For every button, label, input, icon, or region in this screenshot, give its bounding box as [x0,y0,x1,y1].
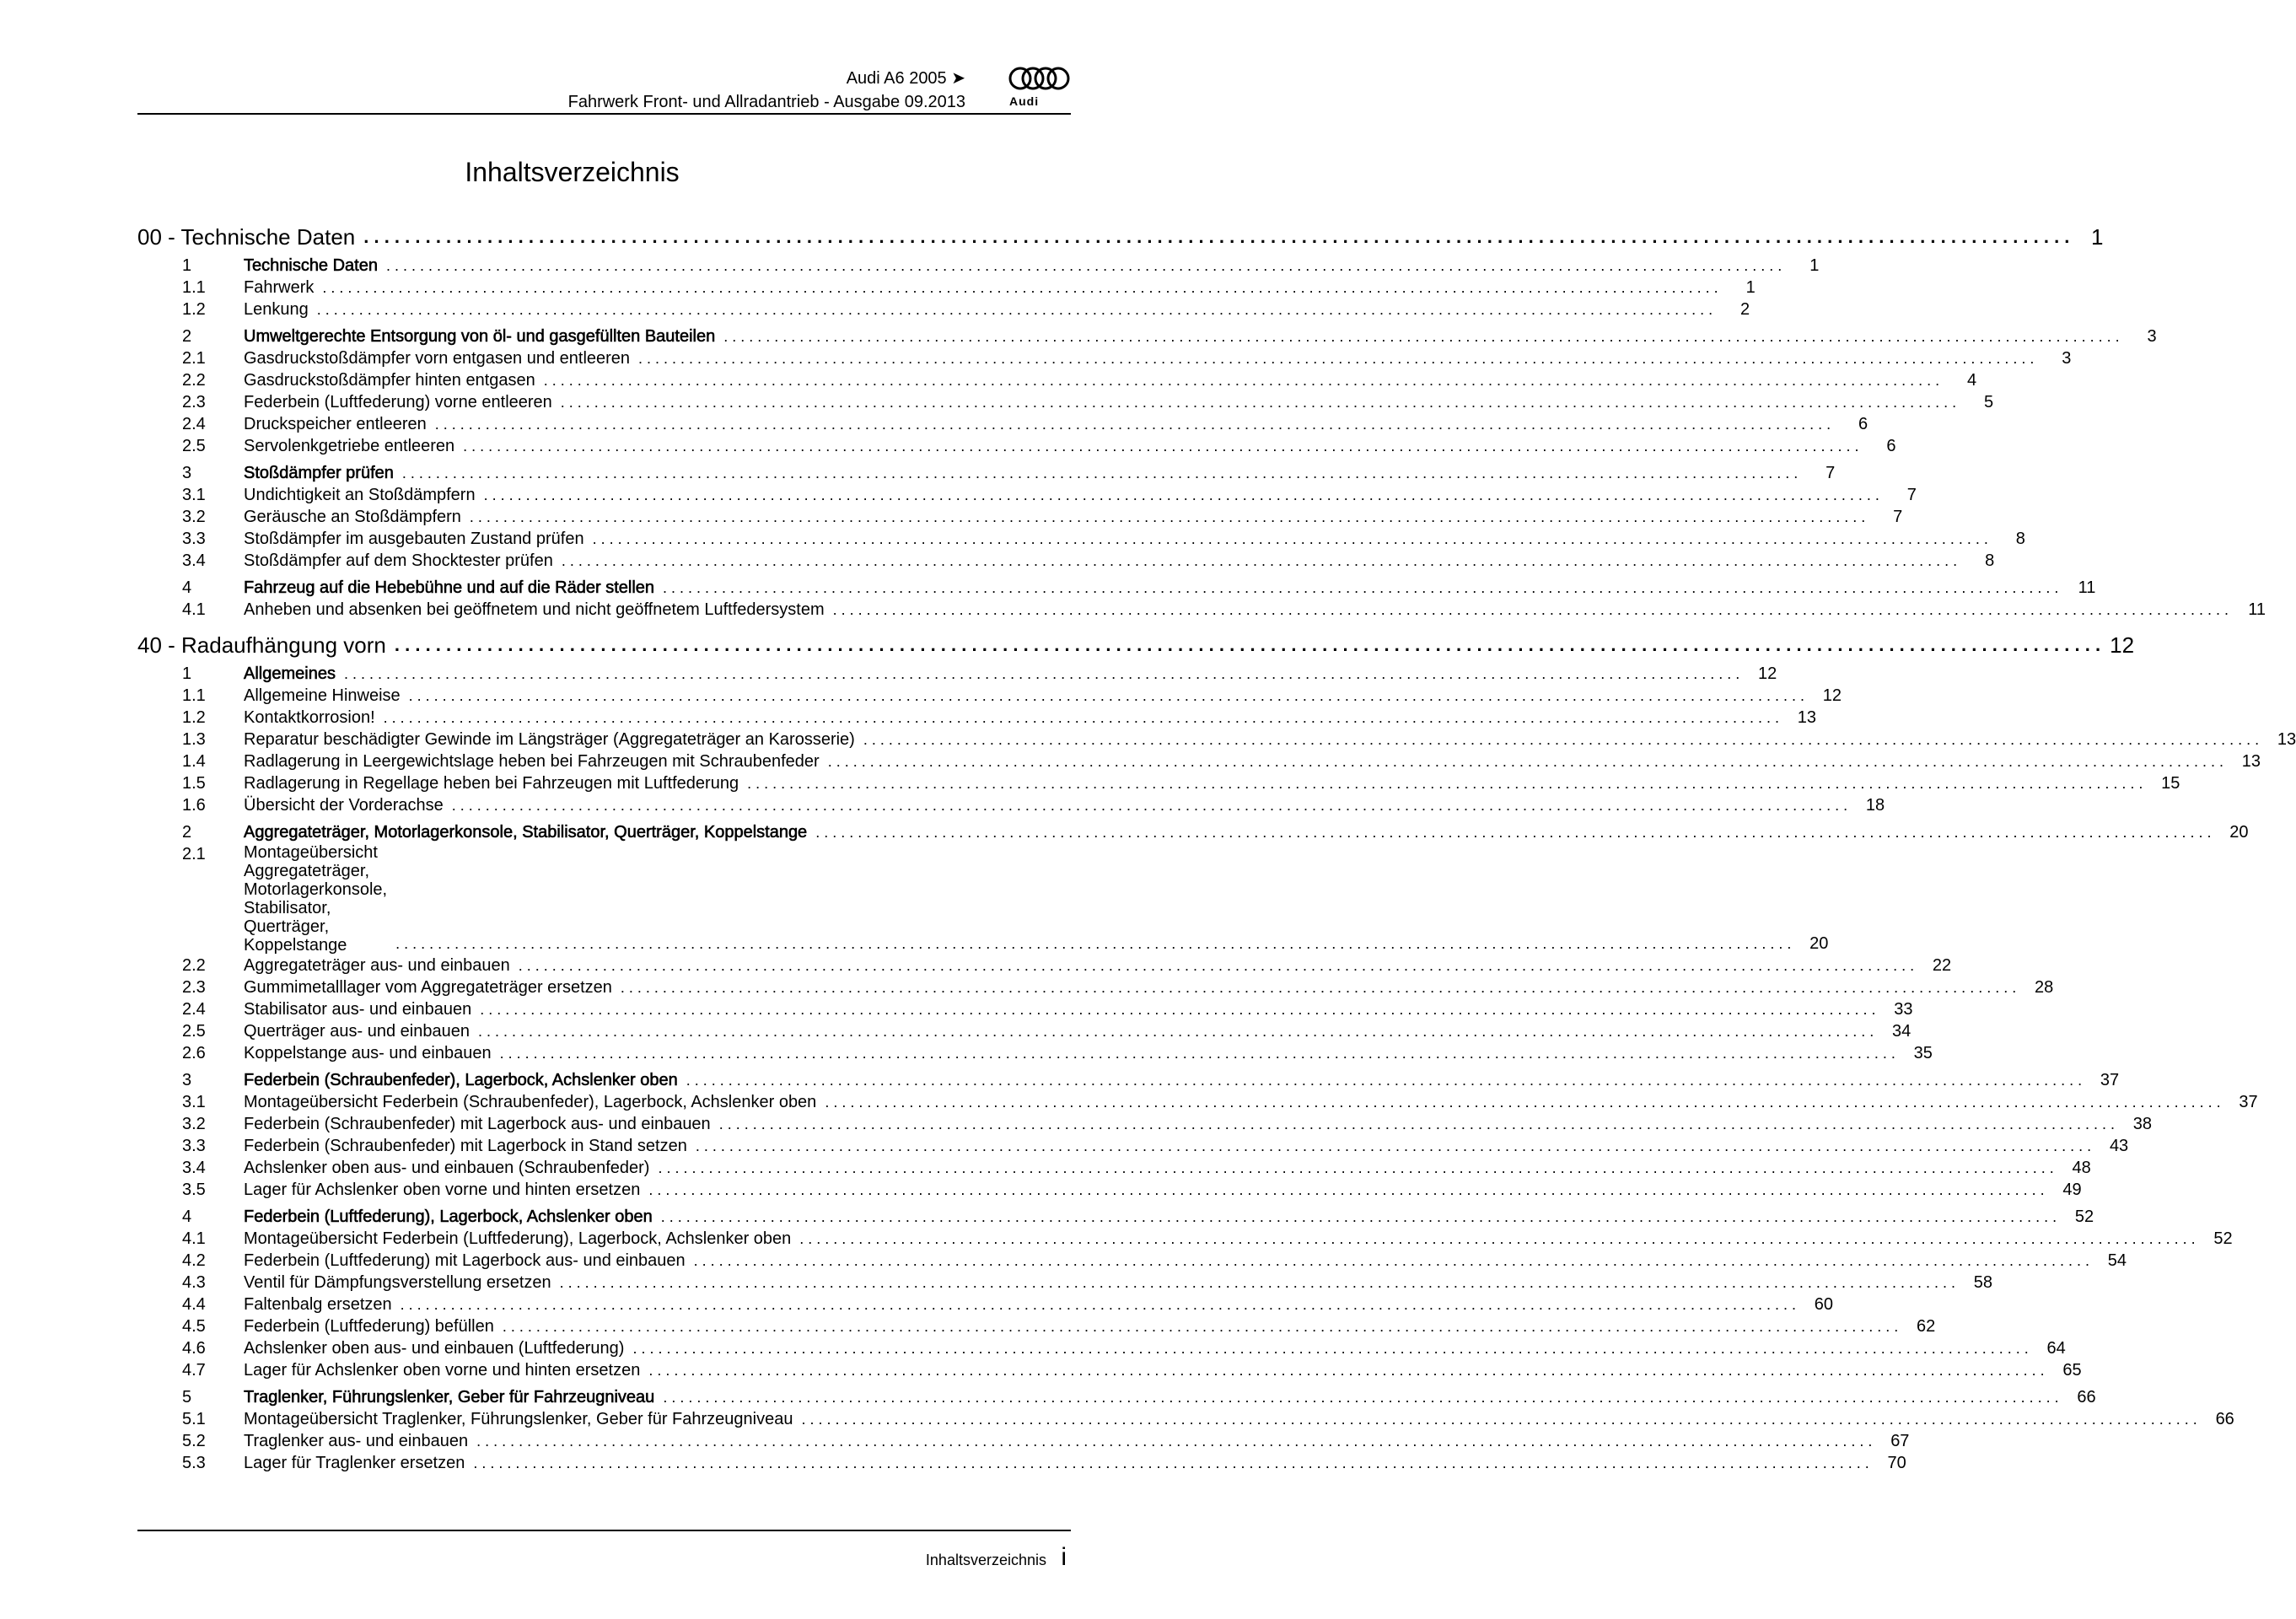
leader-dots [500,1042,1895,1064]
toc-entry-num: 3.2 [182,508,206,526]
leader-dots [648,1179,2044,1201]
toc-entry-title: 40 - Radaufhängung vorn [137,632,386,658]
toc-entry[interactable] [182,391,1994,413]
toc-entry[interactable] [182,1042,1933,1064]
toc-entry-num: 1.2 [182,708,206,727]
toc-entry-page: 15 [2161,774,2180,793]
leader-dots [322,277,1718,299]
toc-entry-title: Servolenkgetriebe entleeren [244,437,455,455]
toc-entry[interactable] [182,255,1820,277]
leader-dots [402,462,1798,484]
toc-entry-title: Gasdruckstoßdämpfer hinten entgasen [244,371,535,390]
toc-entry-page: 35 [1913,1044,1933,1062]
toc-entry-page: 1 [1745,278,1756,297]
toc-entry-page: 7 [1826,464,1836,482]
leader-dots [386,255,1782,277]
toc-entry[interactable] [182,528,2025,550]
toc-entry-title: Umweltgerechte Entsorgung von öl- und gasgefüllten Bauteilen [244,327,716,346]
toc-entry-num: 5.1 [182,1410,206,1428]
toc-entry[interactable] [182,1359,2082,1381]
toc-entry-title: Federbein (Luftfederung), Lagerbock, Achslenker oben [244,1208,653,1226]
toc-entry-num: 2.3 [182,978,206,997]
toc-entry-num: 4.3 [182,1273,206,1292]
toc-entry-page: 7 [1906,486,1917,504]
toc-entry[interactable] [182,955,1952,976]
leader-dots [799,1228,2195,1250]
toc-entry[interactable] [182,1113,2153,1135]
table-of-contents [137,223,2296,1474]
leader-dots [696,1135,2091,1157]
toc-entry-title: Ventil für Dämpfungsverstellung ersetzen [244,1273,551,1292]
toc-entry[interactable] [182,369,1977,391]
leader-dots [470,506,1865,528]
leader-dots [476,1430,1872,1452]
toc-entry-page: 2 [1739,300,1750,319]
toc-entry-num: 1.1 [182,686,206,705]
toc-entry-title: Kontaktkorrosion! [244,708,375,727]
leader-dots [544,369,1939,391]
header-model: Audi A6 2005 ➤ [846,69,965,88]
toc-entry-num: 3 [182,1071,192,1089]
leader-dots [478,1020,1874,1042]
toc-entry-page: 3 [2062,349,2072,368]
leader-dots [560,1272,1955,1294]
toc-entry-title: Faltenbalg ersetzen [244,1295,392,1314]
toc-entry[interactable] [182,1386,2096,1408]
toc-entry[interactable] [182,1179,2082,1201]
leader-dots [519,955,1914,976]
audi-logo-text: Audi [1009,94,1040,108]
toc-entry-page: 18 [1865,796,1885,815]
leader-dots [747,772,2143,794]
toc-entry-title: 00 - Technische Daten [137,224,356,250]
leader-dots [395,631,2100,659]
toc-entry-title: Federbein (Schraubenfeder) mit Lagerbock aus- und einbauen [244,1115,711,1133]
leader-dots [363,223,2069,251]
toc-entry-title: Achslenker oben aus- und einbauen (Schraubenfeder) [244,1159,650,1177]
toc-entry[interactable] [182,1272,1992,1294]
toc-entry[interactable] [182,1250,2127,1272]
toc-entry-title: Federbein (Luftfederung) mit Lagerbock aus- und einbauen [244,1251,686,1270]
toc-entry-title: Anheben und absenken bei geöffnetem und nicht geöffnetem Luftfedersystem [244,600,825,619]
leader-dots [344,663,1739,685]
toc-entry-title: Aggregateträger, Motorlagerkonsole, Stabilisator, Querträger, Koppelstange [244,823,808,842]
toc-entry-num: 2 [182,327,192,346]
toc-entry[interactable] [182,299,1750,320]
toc-entry-page: 66 [2077,1388,2096,1407]
leader-dots [562,550,1957,572]
toc-entry[interactable] [182,998,1913,1020]
toc-entry-num: 1.3 [182,730,206,749]
toc-entry-num: 5.2 [182,1432,206,1450]
toc-entry[interactable] [182,1452,1906,1474]
toc-entry[interactable] [182,707,1816,729]
toc-entry-num: 1.1 [182,278,206,297]
toc-entry-title: Technische Daten [244,256,378,275]
toc-entry[interactable] [182,1294,1833,1315]
toc-entry-title: Lenkung [244,300,309,319]
toc-entry-title: Reparatur beschädigter Gewinde im Längsträger (Aggregateträger an Karosserie) [244,730,855,749]
toc-entry-num: 3.2 [182,1115,206,1133]
leader-dots [480,998,1875,1020]
toc-entry-num: 2.3 [182,393,206,411]
toc-entry-page: 7 [1893,508,1903,526]
toc-entry[interactable] [182,1430,1910,1452]
toc-entry-title: Radlagerung in Regellage heben bei Fahrzeugen mit Luftfederung [244,774,739,793]
toc-entry-page: 22 [1932,956,1952,975]
toc-entry[interactable] [182,729,2296,750]
toc-entry-page: 12 [1822,686,1842,705]
footer-page-number: i [1061,1543,1067,1571]
toc-entry[interactable] [182,484,1917,506]
toc-entry-page: 49 [2062,1181,2082,1199]
leader-dots [663,577,2058,599]
toc-entry-title: Federbein (Schraubenfeder) mit Lagerbock in Stand setzen [244,1137,687,1155]
toc-entry-title: Federbein (Luftfederung) befüllen [244,1317,494,1336]
toc-entry[interactable] [182,821,2249,843]
toc-entry-title: Traglenker aus- und einbauen [244,1432,469,1450]
toc-entry-page: 11 [2248,600,2266,619]
toc-entry[interactable] [182,413,1869,435]
toc-entry[interactable] [182,772,2180,794]
toc-entry-page: 13 [2277,730,2296,749]
toc-entry[interactable] [182,1408,2234,1430]
toc-entry[interactable] [182,435,1896,457]
toc-entry-title: Montageübersicht Federbein (Schraubenfeder), Lagerbock, Achslenker oben [244,1093,817,1111]
toc-entry-page: 52 [2074,1208,2094,1226]
toc-entry[interactable] [182,325,2157,347]
toc-entry-page: 11 [2078,578,2096,597]
toc-entry-page: 58 [1973,1273,1992,1292]
toc-entry-page: 3 [2147,327,2157,346]
toc-entry-title: Traglenker, Führungslenker, Geber für Fahrzeugniveau [244,1388,655,1407]
toc-entry-num: 2 [182,823,192,842]
toc-entry-page: 8 [2015,530,2025,548]
toc-entry-page: 38 [2132,1115,2153,1133]
leader-dots [815,821,2211,843]
toc-entry-title: Stabilisator aus- und einbauen [244,1000,472,1019]
toc-entry-page: 65 [2062,1361,2082,1380]
leader-dots [401,1294,1796,1315]
toc-entry[interactable] [182,1157,2091,1179]
toc-entry-num: 5.3 [182,1454,206,1472]
toc-entry-num: 4.1 [182,600,206,619]
toc-entry-page: 1 [2090,224,2104,250]
toc-entry-num: 1 [182,664,192,683]
toc-entry-title: Federbein (Luftfederung) vorne entleeren [244,393,552,411]
toc-entry-page: 20 [1809,934,1829,953]
leader-dots [384,707,1779,729]
toc-entry-page: 66 [2215,1410,2234,1428]
leader-dots [723,325,2119,347]
toc-entry-num: 1.4 [182,752,206,771]
toc-entry-title: Undichtigkeit an Stoßdämpfern [244,486,476,504]
toc-entry-page: 37 [2100,1071,2120,1089]
leader-dots [719,1113,2115,1135]
toc-entry-page: 54 [2107,1251,2127,1270]
toc-chapter-00[interactable] [137,223,2104,251]
toc-entry-title: Querträger aus- und einbauen [244,1022,470,1041]
toc-entry[interactable] [182,1069,2120,1091]
toc-entry-num: 1.6 [182,796,206,815]
toc-entry-title: Montageübersicht Aggregateträger, Motorlagerkonsole, Stabilisator, Querträger, Koppelstange [244,843,388,955]
toc-entry-title: Koppelstange aus- und einbauen [244,1044,492,1062]
toc-entry[interactable] [182,1206,2094,1228]
leader-dots [621,976,2016,998]
toc-entry-page: 62 [1916,1317,1936,1336]
leader-dots [825,1091,2220,1113]
toc-entry[interactable] [182,685,1842,707]
toc-entry-num: 4 [182,1208,192,1226]
toc-entry-num: 4.5 [182,1317,206,1336]
toc-entry-num: 5 [182,1388,192,1407]
leader-dots [317,299,1713,320]
toc-entry-title: Gasdruckstoßdämpfer vorn entgasen und entleeren [244,349,631,368]
toc-entry-page: 28 [2034,978,2054,997]
toc-entry[interactable] [182,663,1777,685]
toc-entry-num: 2.1 [182,845,206,863]
leader-dots [663,1386,2058,1408]
toc-entry-page: 6 [1886,437,1896,455]
toc-entry-num: 4.6 [182,1339,206,1358]
toc-entry[interactable] [182,599,2266,621]
leader-dots [503,1315,1898,1337]
leader-dots [833,599,2229,621]
toc-entry-title: Fahrzeug auf die Hebebühne und auf die Räder stellen [244,578,655,597]
toc-entry-page: 12 [2110,632,2135,658]
toc-entry-title: Stoßdämpfer prüfen [244,464,394,482]
leader-dots [648,1359,2044,1381]
toc-entry-num: 3.3 [182,530,206,548]
toc-entry-title: Geräusche an Stoßdämpfern [244,508,461,526]
toc-entry-title: Achslenker oben aus- und einbauen (Luftfederung) [244,1339,625,1358]
toc-entry-num: 4.2 [182,1251,206,1270]
toc-entry-num: 3.3 [182,1137,206,1155]
toc-entry-title: Druckspeicher entleeren [244,415,427,433]
leader-dots [658,1157,2053,1179]
toc-entry[interactable] [182,976,2054,998]
toc-entry-num: 2.4 [182,1000,206,1019]
toc-entry-num: 2.2 [182,371,206,390]
toc-entry-page: 34 [1892,1022,1912,1041]
toc-entry-num: 1.5 [182,774,206,793]
leader-dots [452,794,1847,816]
footer-rule [137,1530,1071,1531]
leader-dots [409,685,1804,707]
toc-entry[interactable] [182,1091,2258,1113]
toc-entry-title: Lager für Traglenker ersetzen [244,1454,465,1472]
leader-dots [463,435,1858,457]
page-title: Inhaltsverzeichnis [465,157,680,187]
leader-dots [661,1206,2057,1228]
leader-dots [395,933,1791,955]
toc-entry[interactable] [182,1228,2233,1250]
toc-entry-page: 6 [1858,415,1869,433]
toc-entry[interactable] [182,462,1836,484]
toc-entry-page: 48 [2072,1159,2091,1177]
toc-entry-page: 70 [1887,1454,1906,1472]
leader-dots [593,528,1988,550]
toc-entry-title: Montageübersicht Traglenker, Führungslenker, Geber für Fahrzeugniveau [244,1410,793,1428]
toc-entry-page: 4 [1966,371,1977,390]
toc-entry-title: Allgemeines [244,664,336,683]
toc-entry-page: 43 [2109,1137,2129,1155]
leader-dots [632,1337,2028,1359]
toc-entry[interactable] [182,843,1829,955]
leader-dots [638,347,2034,369]
toc-entry-num: 4.1 [182,1229,206,1248]
toc-entry-page: 67 [1890,1432,1910,1450]
toc-entry[interactable] [182,506,1903,528]
toc-entry[interactable] [182,794,1885,816]
toc-entry[interactable] [182,277,1756,299]
toc-entry[interactable] [182,347,2072,369]
toc-entry[interactable] [182,1315,1936,1337]
toc-entry-num: 3.5 [182,1181,206,1199]
toc-entry-num: 1 [182,256,192,275]
leader-dots [828,750,2223,772]
leader-dots [484,484,1879,506]
toc-entry-title: Federbein (Schraubenfeder), Lagerbock, Achslenker oben [244,1071,678,1089]
toc-entry-title: Stoßdämpfer im ausgebauten Zustand prüfen [244,530,584,548]
toc-entry-page: 20 [2229,823,2249,842]
toc-entry-num: 3.1 [182,486,206,504]
leader-dots [863,729,2259,750]
toc-entry-title: Stoßdämpfer auf dem Shocktester prüfen [244,551,553,570]
header-rule [137,113,1071,115]
toc-entry-page: 52 [2213,1229,2233,1248]
toc-entry[interactable] [182,750,2261,772]
leader-dots [694,1250,2089,1272]
toc-entry-title: Übersicht der Vorderachse [244,796,444,815]
toc-entry-num: 3 [182,464,192,482]
toc-entry-title: Gummimetalllager vom Aggregateträger ersetzen [244,978,612,997]
leader-dots [561,391,1956,413]
toc-entry-page: 1 [1809,256,1820,275]
toc-entry[interactable] [182,1135,2129,1157]
toc-entry-page: 8 [1985,551,1995,570]
toc-entry-title: Allgemeine Hinweise [244,686,401,705]
toc-entry[interactable] [182,1020,1912,1042]
toc-entry-num: 4 [182,578,192,597]
toc-entry[interactable] [182,1337,2066,1359]
toc-entry-num: 3.4 [182,1159,206,1177]
toc-entry-page: 13 [2241,752,2261,771]
leader-dots [686,1069,2082,1091]
toc-entry-num: 1.2 [182,300,206,319]
toc-entry-page: 64 [2046,1339,2066,1358]
toc-entry-num: 4.7 [182,1361,206,1380]
toc-entry-page: 13 [1797,708,1816,727]
leader-dots [801,1408,2197,1430]
toc-entry-title: Radlagerung in Leergewichtslage heben bei Fahrzeugen mit Schraubenfeder [244,752,820,771]
toc-entry-title: Fahrwerk [244,278,315,297]
header-subtitle: Fahrwerk Front- und Allradantrieb - Ausgabe 09.2013 [567,93,965,111]
toc-entry-page: 37 [2239,1093,2258,1111]
leader-dots [473,1452,1869,1474]
toc-entry-page: 5 [1984,393,1994,411]
toc-entry-title: Lager für Achslenker oben vorne und hinten ersetzen [244,1361,641,1380]
toc-entry-num: 2.1 [182,349,206,368]
leader-dots [435,413,1831,435]
toc-entry-page: 60 [1814,1295,1833,1314]
toc-entry-num: 2.5 [182,437,206,455]
toc-entry-num: 4.4 [182,1295,206,1314]
toc-entry[interactable] [182,550,1995,572]
toc-entry-num: 3.4 [182,551,206,570]
toc-entry-page: 33 [1894,1000,1913,1019]
toc-entry-title: Montageübersicht Federbein (Luftfederung), Lagerbock, Achslenker oben [244,1229,792,1248]
toc-entry-page: 12 [1758,664,1777,683]
toc-entry-num: 2.5 [182,1022,206,1041]
toc-entry-title: Aggregateträger aus- und einbauen [244,956,510,975]
toc-entry-num: 2.4 [182,415,206,433]
toc-entry-num: 2.6 [182,1044,206,1062]
footer-label: Inhaltsverzeichnis [925,1552,1046,1568]
toc-entry-title: Lager für Achslenker oben vorne und hinten ersetzen [244,1181,641,1199]
toc-entry[interactable] [182,577,2096,599]
toc-chapter-40[interactable] [137,631,2135,659]
toc-entry-num: 2.2 [182,956,206,975]
toc-entry-num: 3.1 [182,1093,206,1111]
